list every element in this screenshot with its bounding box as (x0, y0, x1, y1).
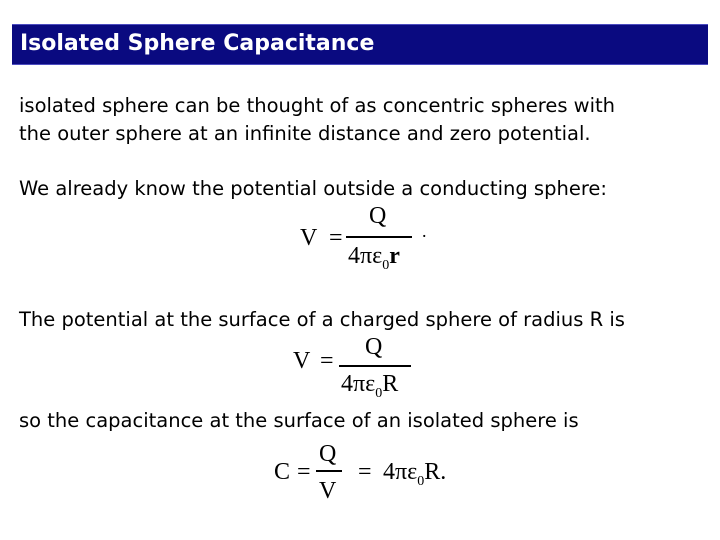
eq2-numerator: Q (365, 334, 383, 360)
eq2-denom-var: R (382, 371, 399, 397)
eq3-numerator: Q (319, 441, 337, 467)
title-bar (12, 24, 708, 65)
eq3-fraction-bar (316, 470, 342, 472)
eq2-denom-subscript: 0 (375, 386, 383, 401)
eq1-lhs: V (300, 225, 318, 251)
paragraph-2: We already know the potential outside a conducting sphere: (19, 177, 607, 200)
eq3-lhs: C (274, 459, 291, 485)
paragraph-1-line-2: the outer sphere at an infinite distance and zero potential. (19, 122, 591, 145)
eq2-fraction-bar (339, 365, 411, 367)
eq3-rhs (383, 459, 447, 489)
paragraph-4: so the capacitance at the surface of an isolated sphere is (19, 409, 579, 432)
paragraph-3: The potential at the surface of a charged sphere of radius R is (19, 308, 625, 331)
eq3-equals: = (297, 459, 311, 485)
slide-title: Isolated Sphere Capacitance (20, 31, 375, 56)
eq3-rhs-subscript: 0 (417, 474, 425, 489)
eq3-denominator: V (319, 478, 337, 504)
eq1-equals: = (329, 225, 343, 251)
paragraph-1-line-1: isolated sphere can be thought of as concentric spheres with (19, 94, 616, 117)
eq3-equals-2: = (358, 459, 372, 485)
eq1-fraction-bar (346, 236, 412, 238)
eq1-trailing: . (422, 221, 427, 241)
eq1-denom-var: r (389, 243, 400, 269)
eq3-rhs-prefix: 4πε (383, 459, 418, 485)
eq2-equals: = (320, 348, 334, 374)
eq1-denominator (348, 243, 400, 273)
eq3-rhs-var: R. (424, 459, 447, 485)
eq2-lhs: V (293, 348, 311, 374)
eq2-denominator (341, 371, 399, 401)
eq1-denom-subscript: 0 (382, 258, 390, 273)
eq1-numerator: Q (369, 203, 387, 229)
eq1-denom-prefix: 4πε (348, 243, 383, 269)
eq2-denom-prefix: 4πε (341, 371, 376, 397)
